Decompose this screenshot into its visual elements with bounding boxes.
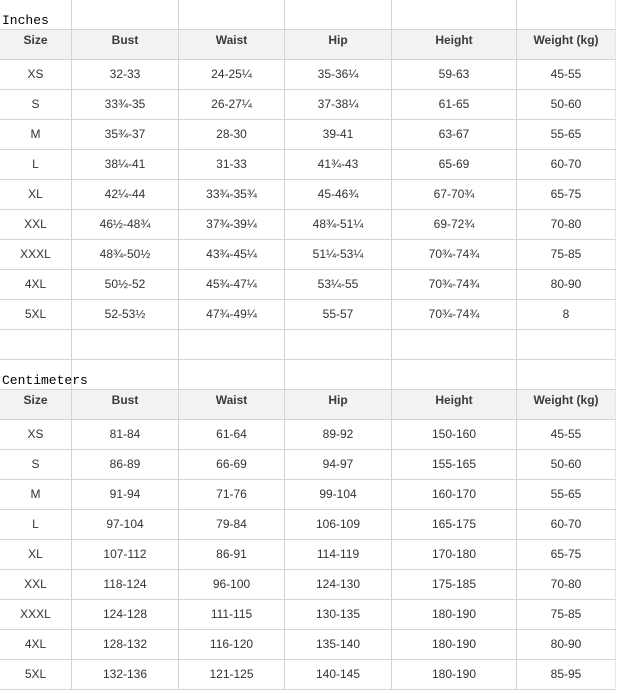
bust-cell: 132-136 [72,660,179,690]
hip-cell: 99-104 [285,480,392,510]
table-row [0,240,616,270]
weight-cell: 45-55 [517,420,616,450]
table-header-row [0,390,616,420]
bust-cell: 33¾-35 [72,90,179,120]
weight-cell: 65-75 [517,540,616,570]
bust-cell: 91-94 [72,480,179,510]
column-header: Size [0,30,72,60]
hip-cell: 135-140 [285,630,392,660]
column-header: Hip [285,30,392,60]
bust-cell: 128-132 [72,630,179,660]
height-cell: 180-190 [392,630,517,660]
weight-cell: 65-75 [517,180,616,210]
size-cell: L [0,510,72,540]
bust-cell: 50½-52 [72,270,179,300]
size-cell: XXL [0,570,72,600]
size-cell: XL [0,180,72,210]
bust-cell: 42¼-44 [72,180,179,210]
height-cell: 69-72¾ [392,210,517,240]
waist-cell: 96-100 [179,570,285,600]
table-row [0,270,616,300]
table-row [0,150,616,180]
waist-cell: 71-76 [179,480,285,510]
column-header: Weight (kg) [517,390,616,420]
section-title: Inches [0,0,72,30]
bust-cell: 107-112 [72,540,179,570]
height-cell: 165-175 [392,510,517,540]
height-cell: 170-180 [392,540,517,570]
weight-cell: 45-55 [517,60,616,90]
size-cell: M [0,480,72,510]
hip-cell: 124-130 [285,570,392,600]
size-cell: XXXL [0,240,72,270]
table-row [0,660,616,690]
weight-cell: 55-65 [517,480,616,510]
column-header: Waist [179,390,285,420]
hip-cell: 55-57 [285,300,392,330]
column-header: Bust [72,390,179,420]
weight-cell: 50-60 [517,90,616,120]
table-row [0,300,616,330]
size-cell: XXXL [0,600,72,630]
weight-cell: 70-80 [517,210,616,240]
bust-cell: 86-89 [72,450,179,480]
size-cell: XL [0,540,72,570]
height-cell: 70¾-74¾ [392,300,517,330]
waist-cell: 26-27¼ [179,90,285,120]
size-cell: XS [0,420,72,450]
column-header: Height [392,390,517,420]
waist-cell: 33¾-35¾ [179,180,285,210]
table-row [0,420,616,450]
waist-cell: 45¾-47¼ [179,270,285,300]
column-header: Height [392,30,517,60]
section-title-row [0,0,616,30]
hip-cell: 130-135 [285,600,392,630]
bust-cell: 81-84 [72,420,179,450]
size-cell: 5XL [0,300,72,330]
hip-cell: 37-38¼ [285,90,392,120]
table-row [0,120,616,150]
waist-cell: 24-25¼ [179,60,285,90]
hip-cell: 39-41 [285,120,392,150]
hip-cell: 94-97 [285,450,392,480]
section-title: Centimeters [0,360,72,390]
weight-cell: 8 [517,300,616,330]
column-header: Hip [285,390,392,420]
height-cell: 70¾-74¾ [392,270,517,300]
hip-cell: 89-92 [285,420,392,450]
hip-cell: 35-36¼ [285,60,392,90]
hip-cell: 53¼-55 [285,270,392,300]
waist-cell: 28-30 [179,120,285,150]
size-cell: 5XL [0,660,72,690]
bust-cell: 124-128 [72,600,179,630]
table-row [0,600,616,630]
waist-cell: 116-120 [179,630,285,660]
waist-cell: 47¾-49¼ [179,300,285,330]
column-header: Size [0,390,72,420]
bust-cell: 97-104 [72,510,179,540]
height-cell: 160-170 [392,480,517,510]
table-header-row [0,30,616,60]
size-cell: M [0,120,72,150]
waist-cell: 121-125 [179,660,285,690]
height-cell: 175-185 [392,570,517,600]
bust-cell: 46½-48¾ [72,210,179,240]
height-cell: 155-165 [392,450,517,480]
bust-cell: 118-124 [72,570,179,600]
inches-table-body [0,60,616,330]
bust-cell: 38¼-41 [72,150,179,180]
waist-cell: 86-91 [179,540,285,570]
table-row [0,630,616,660]
section-title-row [0,360,616,390]
bust-cell: 32-33 [72,60,179,90]
weight-cell: 75-85 [517,240,616,270]
weight-cell: 75-85 [517,600,616,630]
weight-cell: 80-90 [517,270,616,300]
size-cell: S [0,450,72,480]
bust-cell: 52-53½ [72,300,179,330]
waist-cell: 43¾-45¼ [179,240,285,270]
waist-cell: 37¾-39¼ [179,210,285,240]
weight-cell: 80-90 [517,630,616,660]
height-cell: 63-67 [392,120,517,150]
size-cell: L [0,150,72,180]
hip-cell: 45-46¾ [285,180,392,210]
size-cell: XXL [0,210,72,240]
weight-cell: 60-70 [517,150,616,180]
height-cell: 67-70¾ [392,180,517,210]
height-cell: 180-190 [392,600,517,630]
hip-cell: 48¾-51¼ [285,210,392,240]
table-row [0,60,616,90]
height-cell: 70¾-74¾ [392,240,517,270]
table-row [0,450,616,480]
weight-cell: 50-60 [517,450,616,480]
size-cell: 4XL [0,270,72,300]
size-cell: XS [0,60,72,90]
waist-cell: 79-84 [179,510,285,540]
size-cell: S [0,90,72,120]
hip-cell: 106-109 [285,510,392,540]
size-cell: 4XL [0,630,72,660]
hip-cell: 41¾-43 [285,150,392,180]
spacer-row [0,330,616,360]
weight-cell: 55-65 [517,120,616,150]
column-header: Bust [72,30,179,60]
centimeters-table-body [0,420,616,690]
table-row [0,180,616,210]
weight-cell: 70-80 [517,570,616,600]
hip-cell: 114-119 [285,540,392,570]
table-row [0,90,616,120]
height-cell: 180-190 [392,660,517,690]
table-row [0,540,616,570]
waist-cell: 61-64 [179,420,285,450]
weight-cell: 85-95 [517,660,616,690]
waist-cell: 111-115 [179,600,285,630]
bust-cell: 35¾-37 [72,120,179,150]
waist-cell: 66-69 [179,450,285,480]
height-cell: 59-63 [392,60,517,90]
column-header: Waist [179,30,285,60]
height-cell: 65-69 [392,150,517,180]
table-row [0,510,616,540]
hip-cell: 140-145 [285,660,392,690]
weight-cell: 60-70 [517,510,616,540]
table-row [0,480,616,510]
table-row [0,570,616,600]
height-cell: 150-160 [392,420,517,450]
bust-cell: 48¾-50½ [72,240,179,270]
height-cell: 61-65 [392,90,517,120]
table-row [0,210,616,240]
waist-cell: 31-33 [179,150,285,180]
column-header: Weight (kg) [517,30,616,60]
hip-cell: 51¼-53¼ [285,240,392,270]
